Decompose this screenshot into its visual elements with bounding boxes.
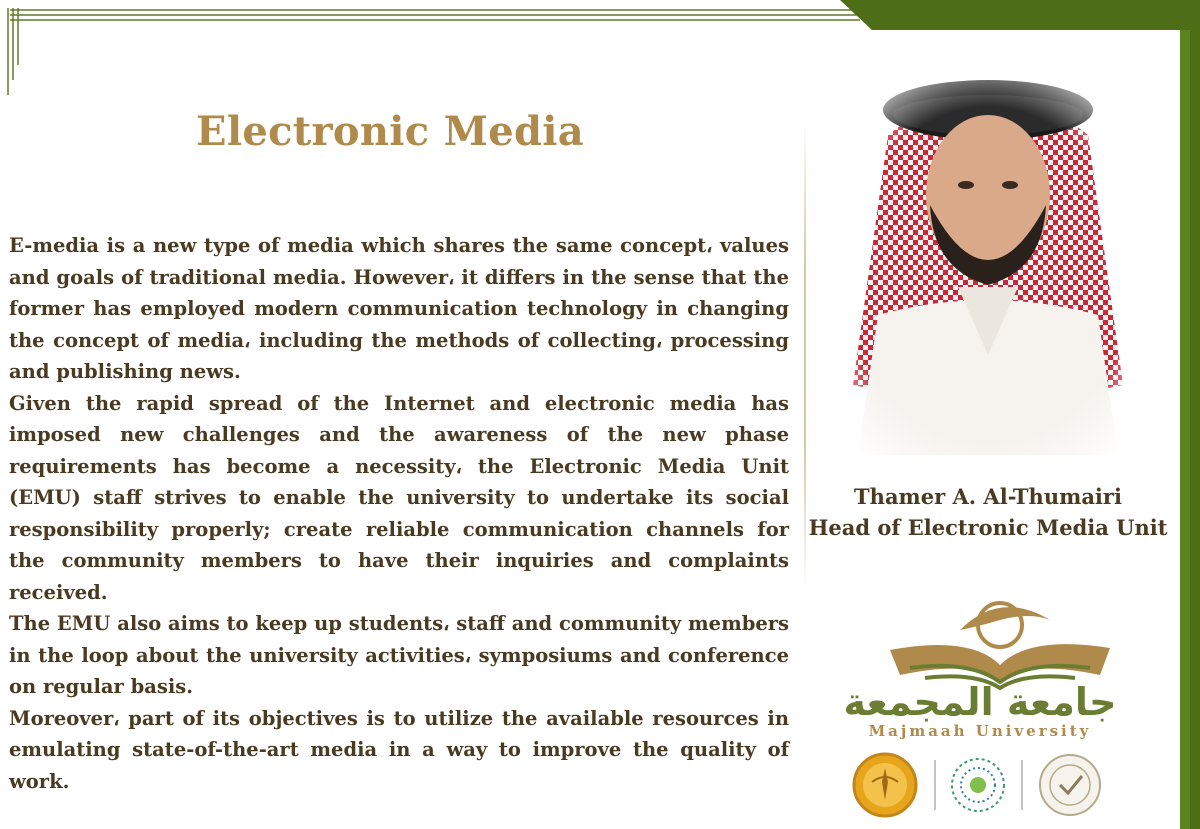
logo-latin-text: Majmaah University: [868, 722, 1092, 740]
accreditation-badges: [850, 752, 1110, 822]
body-text: [9, 230, 789, 797]
portrait-photo: [818, 55, 1158, 455]
royal-seal-icon: [854, 754, 916, 816]
person-role: Head of Electronic Media Unit: [808, 515, 1168, 540]
person-name: Thamer A. Al-Thumairi: [854, 484, 1122, 509]
page-title: Electronic Media: [196, 108, 584, 155]
decorative-frame-lines: [0, 0, 860, 100]
paragraph: Moreover، part of its objectives is to utilize the available resources in emulating state-of-the-art media in a way to improve the quality of work.: [9, 706, 789, 793]
paragraph: Given the rapid spread of the Internet and electronic media has imposed new challenges and the awareness of the new phase requirements has become a necessity، the Electronic Media Unit (EMU) staff strives to enable the university to undertake its social responsibility properly; create reliable communication channels for the community members to have their inquiries and complaints received.: [9, 391, 789, 604]
vertical-divider: [804, 120, 806, 590]
logo-arabic-text: جامعة المجمعة: [843, 680, 1117, 724]
paragraph: The EMU also aims to keep up students، staff and community members in the loop about the university activities، symposiums and conference on regular basis.: [9, 612, 789, 698]
accredited-badge-icon: [1040, 755, 1100, 815]
vision-2030-icon: [952, 759, 1004, 811]
paragraph: E-media is a new type of media which shares the same concept، values and goals of traditional media. However، it differs in the sense that the former has employed modern communication technology in changing the concept of media، including the methods of collecting، processing and publishing news.: [9, 234, 789, 383]
